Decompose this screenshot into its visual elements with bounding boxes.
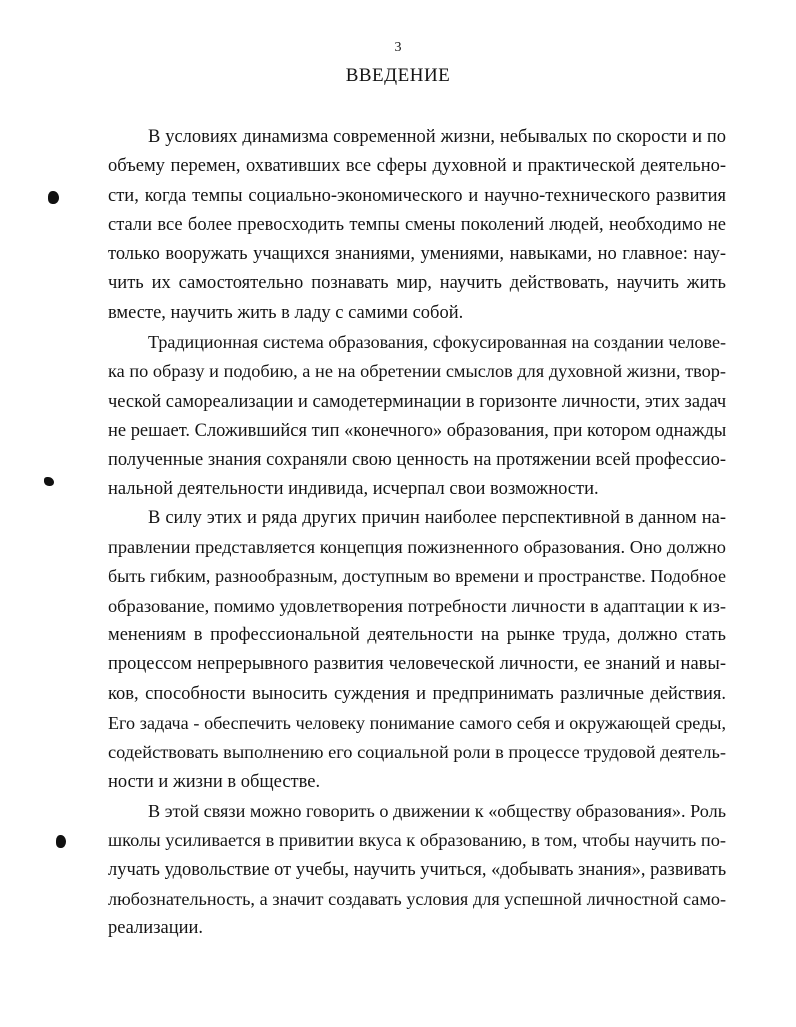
text-line: образование, помимо удовлетворения потребности личности в адаптации к из-: [108, 595, 726, 616]
text-line: объему перемен, охвативших все сферы духовной и практической деятельно-: [108, 156, 726, 177]
text-line: чить их самостоятельно познавать мир, научить действовать, научить жить: [108, 273, 726, 294]
text-line: сти, когда темпы социально-экономического и научно-технического развития: [108, 185, 726, 206]
text-line: лучать удовольствие от учебы, научить учиться, «добывать знания», развивать: [108, 859, 727, 880]
document-body: [108, 123, 726, 943]
text-line: школы усиливается в привитии вкуса к образованию, в том, чтобы научить по-: [108, 830, 726, 851]
text-line: В этой связи можно говорить о движении к «обществу образования». Роль: [148, 800, 726, 821]
text-line: стали все более превосходить темпы смены поколений людей, необходимо не: [108, 214, 726, 235]
scan-blot-mark: [56, 835, 66, 848]
text-line: любознательность, а значит создавать условия для успешной личностной само-: [108, 888, 726, 909]
text-line: не решает. Сложившийся тип «конечного» образования, при котором однажды: [108, 419, 727, 440]
text-line: ка по образу и подобию, а не на обретении смыслов для духовной жизни, твор-: [108, 361, 726, 382]
text-line: нальной деятельности индивида, исчерпал свои возможности.: [108, 478, 599, 499]
paragraph-1: [108, 123, 726, 328]
page-number: 3: [394, 40, 402, 55]
text-line: только вооружать учащихся знаниями, умениями, навыками, но главное: нау-: [108, 244, 726, 265]
text-line: ности и жизни в обществе.: [108, 771, 321, 792]
text-line: В силу этих и ряда других причин наиболее перспективной в данном на-: [148, 507, 726, 528]
text-line: правлении представляется концепция пожизненного образования. Оно должно: [108, 537, 726, 558]
scan-blot-mark: [44, 477, 54, 486]
paragraph-4: [108, 797, 726, 943]
text-line: быть гибким, разнообразным, доступным во времени и пространстве. Подобное: [108, 566, 726, 587]
text-line: менениям в профессиональной деятельности на рынке труда, должно стать: [108, 625, 726, 646]
text-line: содействовать выполнению его социальной роли в процессе трудовой деятель-: [108, 742, 726, 763]
text-line: полученные знания сохраняли свою ценность на протяжении всей профессио-: [108, 449, 726, 470]
scan-blot-mark: [48, 191, 59, 204]
text-line: ческой самореализации и самодетерминации в горизонте личности, этих задач: [108, 390, 727, 411]
text-line: Его задача - обеспечить человеку понимание самого себя и окружающей среды,: [108, 712, 726, 733]
paragraph-2: [108, 328, 726, 504]
text-line: В условиях динамизма современной жизни, небывалых по скорости и по: [148, 127, 726, 147]
text-line: Традиционная система образования, сфокусированная на создании челове-: [148, 332, 726, 353]
text-line: ков, способности выносить суждения и предпринимать различные действия.: [108, 683, 726, 704]
page-title: ВВЕДЕНИЕ: [345, 65, 451, 86]
text-line: процессом непрерывного развития человеческой личности, ее знаний и навы-: [108, 654, 726, 675]
paragraph-3: [108, 504, 726, 797]
text-line: реализации.: [108, 918, 204, 939]
text-line: вместе, научить жить в ладу с самими собой.: [108, 302, 464, 323]
